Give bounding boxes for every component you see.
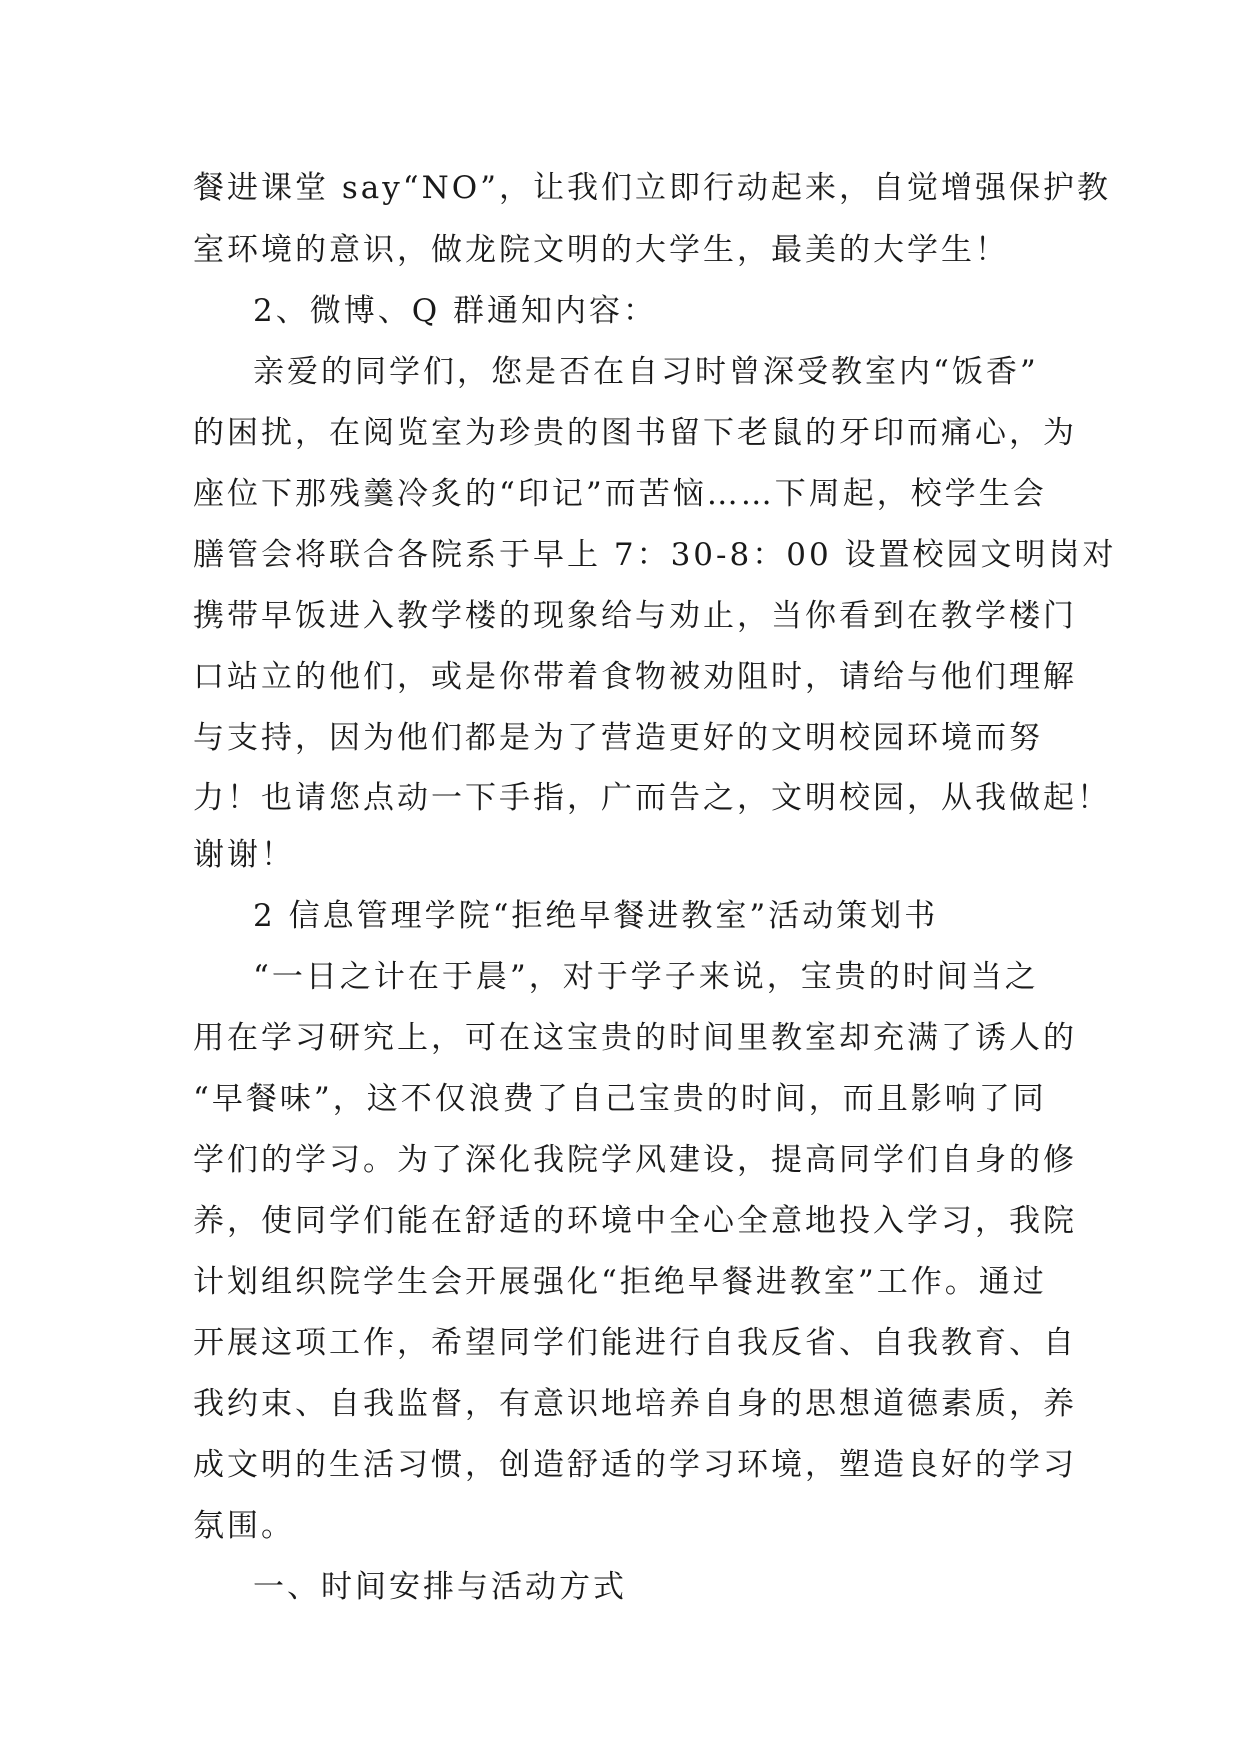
text-line: 我约束、自我监督，有意识地培养自身的思想道德素质，养 — [193, 1386, 1077, 1422]
text-line: 座位下那残羹冷炙的“印记”而苦恼……下周起，校学生会 — [193, 476, 1047, 512]
text-line: 亲爱的同学们，您是否在自习时曾深受教室内“饭香” — [253, 354, 1039, 390]
text-line: 膳管会将联合各院系于早上 7：30-8：00 设置校园文明岗对 — [193, 537, 1117, 573]
text-line: 力！也请您点动一下手指，广而告之，文明校园，从我做起！ — [193, 780, 1111, 816]
text-line: 开展这项工作，希望同学们能进行自我反省、自我教育、自 — [193, 1325, 1077, 1361]
text-line: 与支持，因为他们都是为了营造更好的文明校园环境而努 — [193, 720, 1043, 756]
text-line: 用在学习研究上，可在这宝贵的时间里教室却充满了诱人的 — [193, 1020, 1077, 1056]
text-line: 计划组织院学生会开展强化“拒绝早餐进教室”工作。通过 — [193, 1264, 1047, 1300]
section-heading: 2、微博、Q 群通知内容： — [253, 293, 657, 329]
text-line: 室环境的意识，做龙院文明的大学生，最美的大学生！ — [193, 232, 1009, 268]
text-line: 的困扰，在阅览室为珍贵的图书留下老鼠的牙印而痛心，为 — [193, 415, 1077, 451]
text-line: “早餐味”，这不仅浪费了自己宝贵的时间，而且影响了同 — [193, 1081, 1047, 1117]
text-line: 成文明的生活习惯，创造舒适的学习环境，塑造良好的学习 — [193, 1447, 1077, 1483]
text-line: 谢谢！ — [193, 837, 295, 873]
text-line: 口站立的他们，或是你带着食物被劝阻时，请给与他们理解 — [193, 659, 1077, 695]
section-heading: 一、时间安排与活动方式 — [253, 1569, 627, 1605]
text-line: 携带早饭进入教学楼的现象给与劝止，当你看到在教学楼门 — [193, 598, 1077, 634]
text-line: 养，使同学们能在舒适的环境中全心全意地投入学习，我院 — [193, 1203, 1077, 1239]
text-line: 餐进课堂 say“NO”，让我们立即行动起来，自觉增强保护教 — [193, 170, 1111, 206]
text-line: 氛围。 — [193, 1508, 295, 1544]
text-line: 学们的学习。为了深化我院学风建设，提高同学们自身的修 — [193, 1142, 1077, 1178]
text-line: “一日之计在于晨”，对于学子来说，宝贵的时间当之 — [253, 959, 1039, 995]
section-heading: 2 信息管理学院“拒绝早餐进教室”活动策划书 — [253, 898, 939, 934]
